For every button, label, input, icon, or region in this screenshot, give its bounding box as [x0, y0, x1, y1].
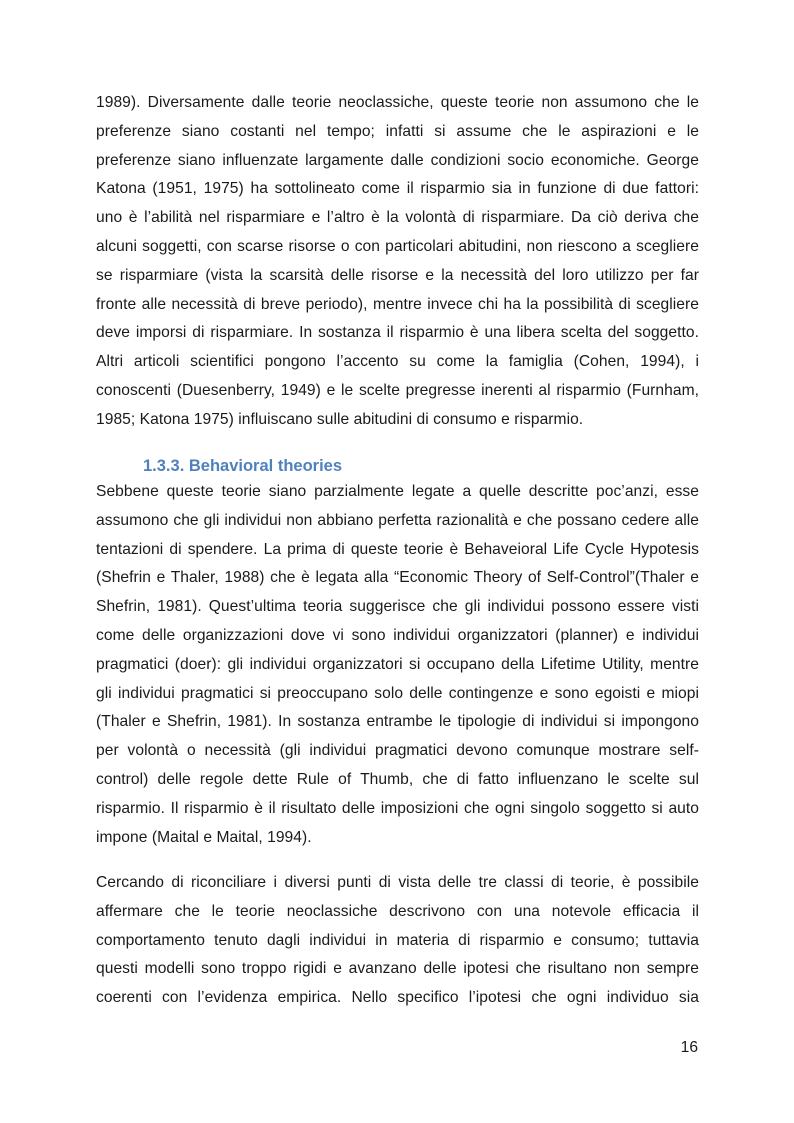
paragraph-line: deve imporsi di risparmiare. In sostanza il risparmio è una libera scelta del soggetto.: [96, 324, 699, 342]
paragraph-line: preferenze siano influenzate largamente dalle condizioni socio economiche. George: [96, 151, 699, 169]
paragraph-line: Cercando di riconciliare i diversi punti di vista delle tre classi di teorie, è possibile: [96, 874, 699, 891]
paragraph-line: pragmatici (doer): gli individui organizzatori si occupano della Lifetime Utility, mentre: [96, 655, 699, 673]
paragraph-line: fronte alle necessità di breve periodo), mentre invece chi ha la possibilità di scegliere: [96, 295, 699, 313]
paragraph-line: risparmio. Il risparmio è il risultato delle imposizioni che ogni singolo soggetto si auto: [96, 799, 699, 817]
paragraph-line: 1989). Diversamente dalle teorie neoclassiche, queste teorie non assumono che le: [96, 94, 699, 111]
paragraph-line: Shefrin, 1981). Quest’ultima teoria suggerisce che gli individui possono essere visti: [96, 598, 699, 616]
section-heading: 1.3.3. Behavioral theories: [143, 457, 343, 475]
paragraph-1: [96, 89, 699, 435]
page-number: 16: [680, 1039, 698, 1056]
paragraph-line: assumono che gli individui non abbiano perfetta razionalità e che possano cedere alle: [96, 511, 699, 529]
paragraph-line: come delle organizzazioni dove vi sono individui organizzatori (planner) e individui: [96, 626, 699, 644]
paragraph-line: 1985; Katona 1975) influiscano sulle abitudini di consumo e risparmio.: [96, 410, 584, 428]
paragraph-line: Katona (1951, 1975) ha sottolineato come il risparmio sia in funzione di due fattori:: [96, 180, 699, 198]
paragraph-line: (Shefrin e Thaler, 1988) che è legata alla “Economic Theory of Self-Control”(Thaler e: [96, 569, 699, 587]
paragraph-line: Altri articoli scientifici pongono l’accento su come la famiglia (Cohen, 1994), i: [96, 353, 699, 371]
paragraph-line: preferenze siano costanti nel tempo; infatti si assume che le aspirazioni e le: [96, 122, 699, 140]
paragraph-line: gli individui pragmatici si preoccupano solo delle contingenze e sono egoisti e miopi: [96, 684, 699, 702]
paragraph-line: se risparmiare (vista la scarsità delle risorse e la necessità del loro utilizzo per far: [96, 266, 699, 284]
paragraph-line: affermare che le teorie neoclassiche descrivono con una notevole efficacia il: [96, 902, 699, 920]
paragraph-line: per volontà o necessità (gli individui pragmatici devono comunque mostrare self-: [96, 742, 699, 760]
paragraph-line: (Thaler e Shefrin, 1981). In sostanza entrambe le tipologie di individui si impongono: [96, 713, 699, 731]
paragraph-line: tentazioni di spendere. La prima di queste teorie è Behaveioral Life Cycle Hypotesis: [96, 540, 699, 558]
paragraph-line: questi modelli sono troppo rigidi e avanzano delle ipotesi che risultano non sempre: [96, 960, 699, 978]
paragraph-line: impone (Maital e Maital, 1994).: [96, 828, 312, 846]
paragraph-3: [96, 869, 699, 1013]
paragraph-line: alcuni soggetti, con scarse risorse o con particolari abitudini, non riescono a scegliere: [96, 237, 699, 255]
paragraph-line: coerenti con l’evidenza empirica. Nello specifico l’ipotesi che ogni individuo sia: [96, 989, 699, 1007]
paragraph-line: Sebbene queste teorie siano parzialmente legate a quelle descritte poc’anzi, esse: [96, 483, 699, 500]
paragraph-line: uno è l’abilità nel risparmiare e l’altro è la volontà di risparmiare. Da ciò deriva che: [96, 209, 699, 227]
paragraph-line: conoscenti (Duesenberry, 1949) e le scelte pregresse inerenti al risparmio (Furnham,: [96, 381, 699, 399]
paragraph-line: comportamento tenuto dagli individui in materia di risparmio e consumo; tuttavia: [96, 931, 699, 949]
paragraph-line: control) delle regole dette Rule of Thumb, che di fatto influenzano le scelte sul: [96, 770, 699, 788]
paragraph-2: [96, 478, 699, 852]
